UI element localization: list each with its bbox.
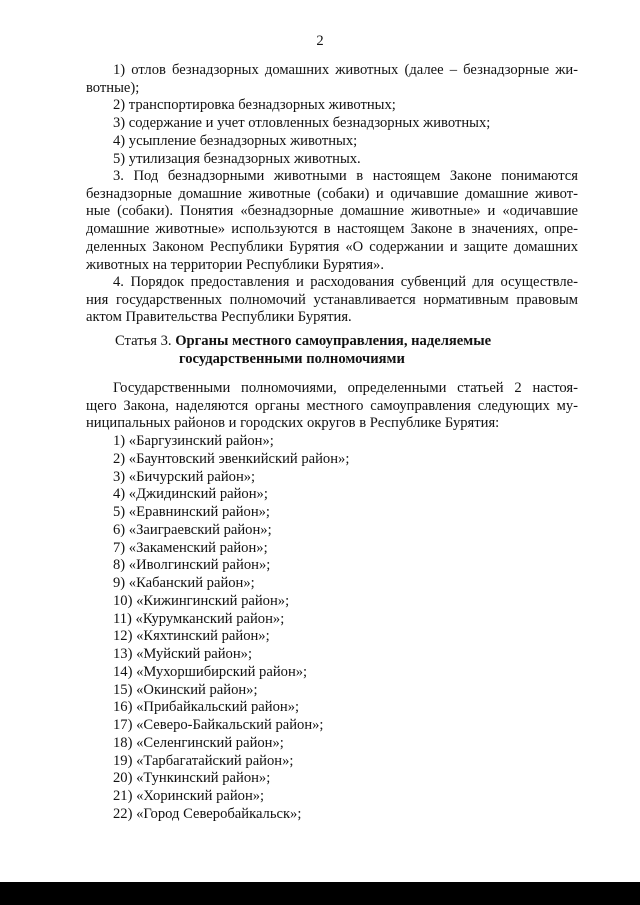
district-item: 1) «Баргузинский район»;: [113, 433, 274, 449]
district-item: 7) «Закаменский район»;: [113, 539, 268, 556]
district-item: 15) «Окинский район»;: [113, 681, 258, 698]
paragraph-line: деленных Законом Республики Бурятия «О содержании и защите домашних: [86, 238, 578, 255]
function-item-5: 5) утилизация безнадзорных животных.: [113, 150, 361, 167]
paragraph-line: 4. Порядок предоставления и расходования субвенций для осуществле-: [113, 274, 578, 290]
paragraph-line: 3. Под безнадзорными животными в настоящем Законе понимаются: [113, 168, 578, 184]
district-item: 16) «Прибайкальский район»;: [113, 699, 300, 716]
district-item: 14) «Мухоршибирский район»;: [113, 663, 308, 680]
article-title-line-1: Органы местного самоуправления, наделяемые: [175, 333, 492, 349]
paragraph-line: ниципальных районов и городских округов в Республике Бурятия:: [86, 415, 500, 432]
district-item: 9) «Кабанский район»;: [113, 575, 255, 591]
district-item: 17) «Северо-Байкальский район»;: [113, 717, 324, 733]
function-item-3: 3) содержание и учет отловленных безнадзорных животных;: [113, 115, 491, 132]
district-item: 13) «Муйский район»;: [113, 646, 252, 662]
district-item: 8) «Иволгинский район»;: [113, 557, 271, 574]
article-label: Статья 3.: [115, 333, 172, 349]
district-item: 20) «Тункинский район»;: [113, 770, 271, 787]
paragraph-line: ные (собаки). Понятия «безнадзорные домашние животные» и «одичавшие: [86, 203, 578, 220]
functions-list: [86, 62, 578, 168]
article-intro: [86, 380, 578, 433]
paragraph-line: ния государственных полномочий устанавливается нормативным правовым: [86, 291, 578, 308]
district-list: [113, 433, 349, 824]
district-item: 12) «Кяхтинский район»;: [113, 628, 270, 645]
district-item: 10) «Кижингинский район»;: [113, 592, 290, 609]
district-item: 3) «Бичурский район»;: [113, 468, 256, 485]
district-item: 6) «Заиграевский район»;: [113, 521, 272, 538]
article-heading: [115, 333, 555, 368]
district-item: 4) «Джидинский район»;: [113, 486, 268, 503]
paragraph-3: [86, 168, 578, 274]
function-item-1: 1) отлов безнадзорных домашних животных (далее – безнадзорные жи-: [113, 62, 578, 78]
paragraph-line: безнадзорные домашние животные (собаки) и одичавшие домашние живот-: [86, 185, 578, 202]
function-item-2: 2) транспортировка безнадзорных животных;: [113, 97, 396, 114]
function-item-4: 4) усыпление безнадзорных животных;: [113, 132, 358, 149]
paragraph-line: щего Закона, наделяются органы местного самоуправления следующих му-: [86, 397, 578, 414]
district-item: 19) «Тарбагатайский район»;: [113, 752, 294, 769]
page-number: 2: [316, 33, 324, 49]
paragraph-line: актом Правительства Республики Бурятия.: [86, 309, 352, 326]
district-item: 5) «Еравнинский район»;: [113, 504, 270, 520]
district-item: 22) «Город Северобайкальск»;: [113, 805, 302, 822]
scan-edge-bar: [0, 882, 640, 905]
function-item-1-cont: вотные);: [86, 79, 140, 96]
district-item: 21) «Хоринский район»;: [113, 788, 265, 804]
article-title-line-2: государственными полномочиями: [179, 350, 405, 367]
paragraph-line: животных на территории Республики Бурятия».: [86, 256, 384, 273]
district-item: 2) «Баунтовский эвенкийский район»;: [113, 450, 350, 467]
district-item: 18) «Селенгинский район»;: [113, 734, 284, 751]
paragraph-line: домашние животные» используются в настоящем Законе в значениях, опре-: [86, 221, 578, 238]
paragraph-line: Государственными полномочиями, определенными статьей 2 настоя-: [113, 380, 578, 396]
district-item: 11) «Курумканский район»;: [113, 610, 285, 627]
paragraph-4: [86, 274, 578, 327]
